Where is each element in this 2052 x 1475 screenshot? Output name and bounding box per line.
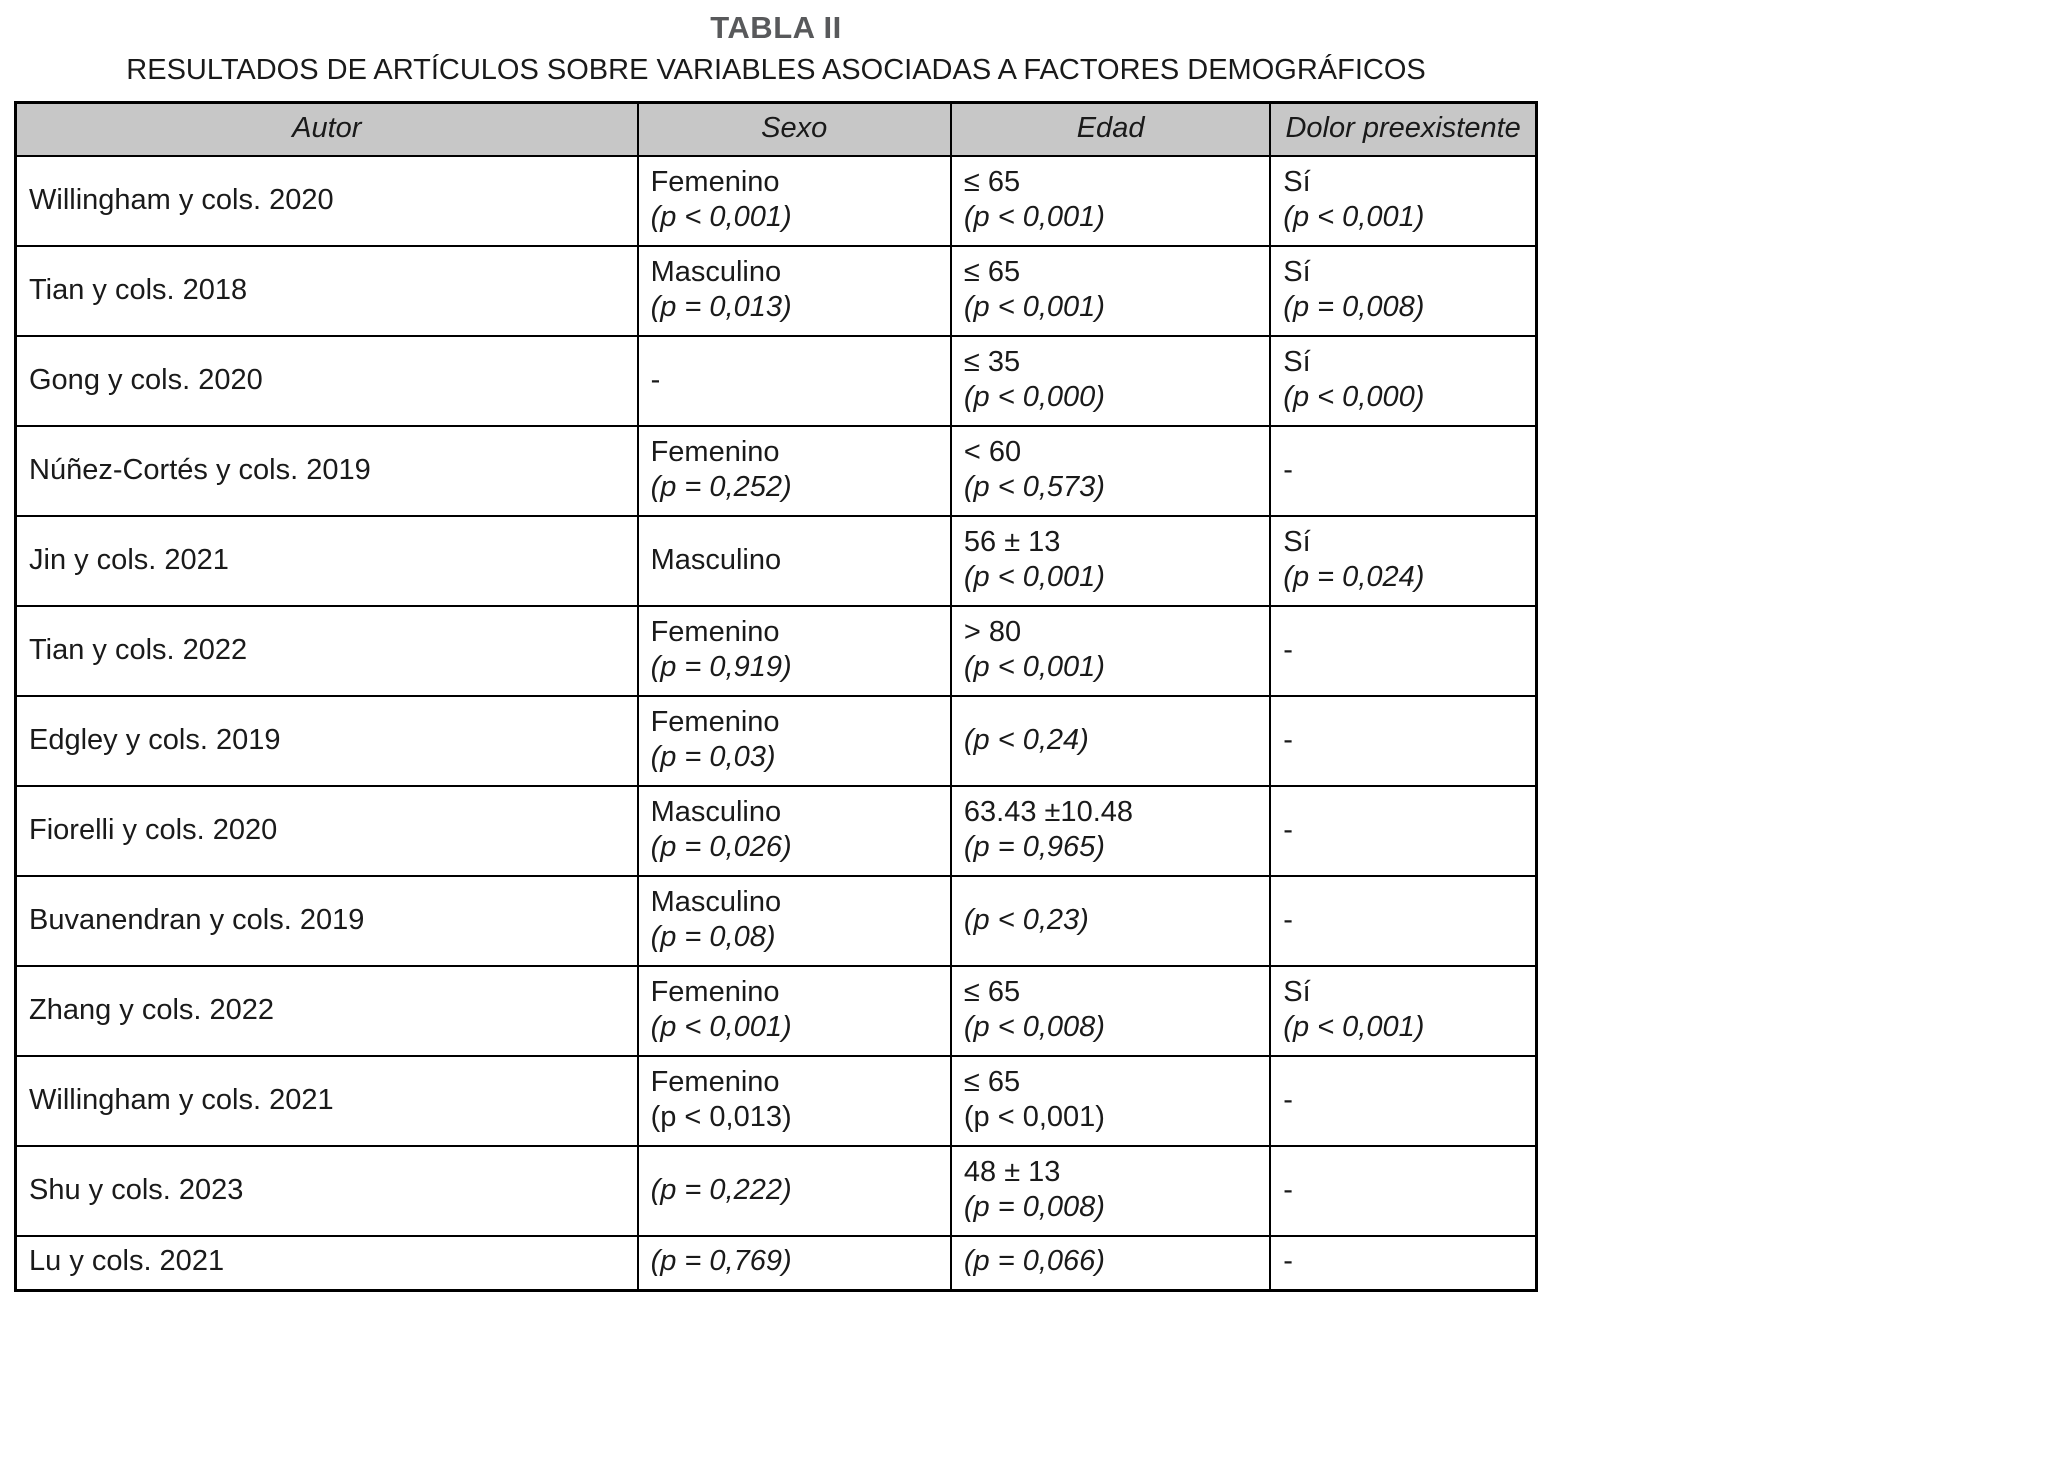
cell-line: - [1283,1173,1293,1206]
dolor-cell [1270,156,1536,246]
cell-line: Masculino [650,796,782,828]
autor-cell: Gong y cols. 2020 [16,336,638,426]
cell-line: ≤ 35 [963,346,1021,378]
autor-cell: Tian y cols. 2022 [16,606,638,696]
cell-line: (p < 0,573) [963,471,1105,504]
cell-line: (p = 0,252) [650,471,792,504]
cell-line: (p = 0,066) [963,1245,1105,1278]
autor-cell: Jin y cols. 2021 [16,516,638,606]
dolor-cell [1270,1056,1536,1146]
autor-cell: Willingham y cols. 2021 [16,1056,638,1146]
autor-cell: Buvanendran y cols. 2019 [16,876,638,966]
cell-line: (p = 0,08) [650,921,776,954]
dolor-cell [1270,696,1536,786]
table-subtitle: RESULTADOS DE ARTÍCULOS SOBRE VARIABLES ASOCIADAS A FACTORES DEMOGRÁFICOS [126,54,1426,86]
autor-cell: Shu y cols. 2023 [16,1146,638,1236]
table-title: TABLA II [710,10,842,45]
cell-line: - [1283,903,1293,936]
sexo-cell [638,876,951,966]
cell-line: Sí [1283,256,1311,288]
cell-line: - [1283,813,1293,846]
cell-line: - [1283,1083,1293,1116]
cell-line: Femenino [650,1066,780,1098]
table-row [16,786,1537,876]
cell-line: ≤ 65 [963,256,1021,288]
cell-line: - [1283,1245,1293,1278]
cell-line: (p < 0,000) [1283,381,1425,414]
cell-line: Masculino [650,256,782,288]
cell-line: (p < 0,001) [963,1101,1105,1134]
table-row [16,876,1537,966]
cell-line: (p = 0,008) [1283,291,1425,324]
dolor-cell [1270,246,1536,336]
edad-cell [951,876,1270,966]
cell-line: (p < 0,013) [650,1101,792,1134]
edad-cell [951,966,1270,1056]
dolor-cell [1270,966,1536,1056]
table-row [16,1146,1537,1236]
dolor-cell [1270,786,1536,876]
table-row [16,246,1537,336]
table-row [16,336,1537,426]
dolor-cell [1270,426,1536,516]
table-row [16,516,1537,606]
edad-cell [951,336,1270,426]
sexo-cell [638,516,951,606]
edad-cell [951,246,1270,336]
dolor-cell [1270,516,1536,606]
dolor-cell [1270,876,1536,966]
sexo-cell [638,606,951,696]
cell-line: - [650,363,661,396]
cell-line: (p < 0,001) [963,561,1105,594]
sexo-cell [638,1236,951,1290]
table-row [16,606,1537,696]
cell-line: Masculino [650,886,782,918]
cell-line: Sí [1283,526,1311,558]
edad-cell [951,1236,1270,1290]
table-row [16,156,1537,246]
header-sexo: Sexo [638,103,951,157]
sexo-cell [638,156,951,246]
cell-line: (p = 0,222) [650,1173,792,1206]
cell-line: ≤ 65 [963,166,1021,198]
cell-line: < 60 [963,436,1022,468]
cell-line: (p < 0,24) [963,723,1089,756]
edad-cell [951,606,1270,696]
header-edad: Edad [951,103,1270,157]
cell-line: 63.43 ±10.48 [963,796,1134,828]
sexo-cell [638,246,951,336]
edad-cell [951,1056,1270,1146]
autor-cell: Núñez-Cortés y cols. 2019 [16,426,638,516]
cell-line: ≤ 65 [963,1066,1021,1098]
table-header [16,103,1537,157]
autor-cell: Tian y cols. 2018 [16,246,638,336]
table-row [16,696,1537,786]
cell-line: (p < 0,001) [963,291,1105,324]
cell-line: (p < 0,008) [963,1011,1105,1044]
dolor-cell [1270,336,1536,426]
cell-line: (p = 0,03) [650,741,776,774]
cell-line: - [1283,453,1293,486]
cell-line: 48 ± 13 [963,1156,1061,1188]
cell-line: ≤ 65 [963,976,1021,1008]
cell-line: Sí [1283,976,1311,1008]
cell-line: Femenino [650,616,780,648]
table-row [16,426,1537,516]
autor-cell: Zhang y cols. 2022 [16,966,638,1056]
autor-cell: Fiorelli y cols. 2020 [16,786,638,876]
sexo-cell [638,1056,951,1146]
cell-line: (p < 0,23) [963,903,1089,936]
cell-line: (p = 0,013) [650,291,792,324]
sexo-cell [638,786,951,876]
cell-line: (p = 0,919) [650,651,792,684]
header-dolor-preexistente: Dolor preexistente [1270,103,1536,157]
cell-line: (p = 0,008) [963,1191,1105,1224]
edad-cell [951,696,1270,786]
table-row [16,966,1537,1056]
cell-line: (p = 0,026) [650,831,792,864]
edad-cell [951,786,1270,876]
cell-line: (p < 0,001) [963,651,1105,684]
cell-line: Sí [1283,346,1311,378]
sexo-cell [638,426,951,516]
sexo-cell [638,696,951,786]
cell-line: - [1283,723,1293,756]
cell-line: Femenino [650,976,780,1008]
table-row [16,1056,1537,1146]
dolor-cell [1270,1146,1536,1236]
cell-line: 56 ± 13 [963,526,1061,558]
cell-line: - [1283,633,1293,666]
cell-line: (p = 0,769) [650,1245,792,1278]
cell-line: Masculino [650,543,782,576]
dolor-cell [1270,606,1536,696]
cell-line: (p < 0,001) [650,1011,792,1044]
cell-line: (p < 0,000) [963,381,1105,414]
edad-cell [951,516,1270,606]
page [14,0,1538,1292]
sexo-cell [638,966,951,1056]
cell-line: > 80 [963,616,1022,648]
autor-cell: Willingham y cols. 2020 [16,156,638,246]
cell-line: (p = 0,965) [963,831,1105,864]
table-row [16,1236,1537,1290]
sexo-cell [638,336,951,426]
cell-line: (p < 0,001) [650,201,792,234]
autor-cell: Lu y cols. 2021 [16,1236,638,1290]
autor-cell: Edgley y cols. 2019 [16,696,638,786]
cell-line: (p < 0,001) [1283,1011,1425,1044]
cell-line: Femenino [650,436,780,468]
results-table [14,101,1538,1292]
sexo-cell [638,1146,951,1236]
header-autor: Autor [16,103,638,157]
dolor-cell [1270,1236,1536,1290]
edad-cell [951,1146,1270,1236]
cell-line: (p < 0,001) [1283,201,1425,234]
cell-line: (p = 0,024) [1283,561,1425,594]
cell-line: (p < 0,001) [963,201,1105,234]
cell-line: Sí [1283,166,1311,198]
table-body [16,156,1537,1290]
cell-line: Femenino [650,166,780,198]
edad-cell [951,156,1270,246]
cell-line: Femenino [650,706,780,738]
header-row [16,103,1537,157]
edad-cell [951,426,1270,516]
